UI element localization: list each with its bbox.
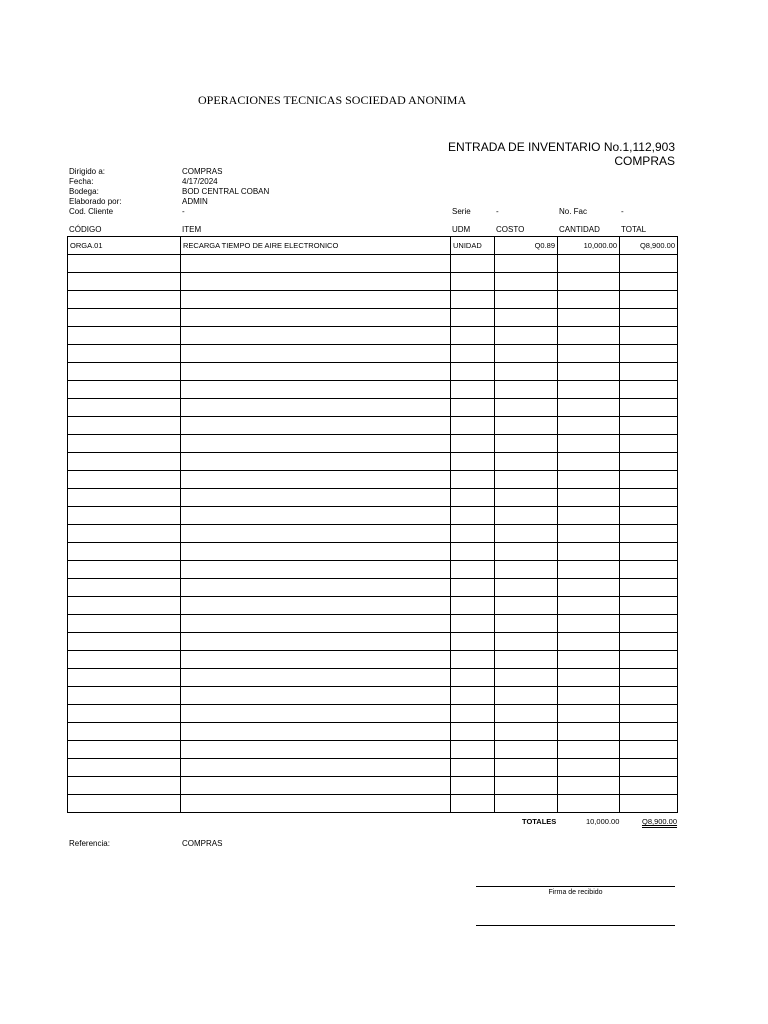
cell-item: [181, 777, 451, 795]
table-row: [68, 579, 678, 597]
cell-udm: [451, 723, 495, 741]
cell-costo: [495, 741, 558, 759]
meta-value-dirigido: COMPRAS: [182, 167, 223, 176]
cell-costo: [495, 777, 558, 795]
cell-codigo: [68, 435, 181, 453]
cell-item: [181, 561, 451, 579]
cell-item: [181, 741, 451, 759]
cell-cantidad: [558, 633, 620, 651]
cell-udm: [451, 417, 495, 435]
cell-item: [181, 471, 451, 489]
cell-costo: [495, 795, 558, 813]
cell-codigo: [68, 525, 181, 543]
cell-udm: [451, 633, 495, 651]
table-row: [68, 507, 678, 525]
cell-costo: [495, 651, 558, 669]
cell-costo: [495, 309, 558, 327]
meta-value-cod-cliente: -: [182, 207, 185, 216]
cell-cantidad: [558, 399, 620, 417]
cell-cantidad: [558, 273, 620, 291]
cell-codigo: [68, 651, 181, 669]
cell-udm: [451, 651, 495, 669]
table-row: [68, 327, 678, 345]
cell-total: [620, 399, 678, 417]
cell-codigo: [68, 669, 181, 687]
cell-cantidad: [558, 777, 620, 795]
cell-item: [181, 381, 451, 399]
cell-item: [181, 291, 451, 309]
document-title-block: [448, 140, 675, 168]
cell-udm: [451, 327, 495, 345]
cell-item: [181, 399, 451, 417]
cell-cantidad: [558, 687, 620, 705]
table-row: [68, 471, 678, 489]
cell-udm: [451, 705, 495, 723]
col-header-codigo: CÓDIGO: [69, 225, 102, 234]
no-fac-value: -: [621, 207, 624, 216]
cell-cantidad: [558, 507, 620, 525]
table-row: [68, 561, 678, 579]
cell-cantidad: [558, 759, 620, 777]
cell-costo: Q0.89: [495, 237, 558, 255]
table-row: [68, 615, 678, 633]
document-subtitle: COMPRAS: [614, 154, 675, 168]
meta-label-elaborado: Elaborado por:: [69, 197, 122, 206]
cell-item: [181, 687, 451, 705]
cell-cantidad: [558, 417, 620, 435]
cell-total: [620, 345, 678, 363]
cell-udm: UNIDAD: [451, 237, 495, 255]
cell-udm: [451, 561, 495, 579]
cell-codigo: [68, 399, 181, 417]
cell-total: [620, 615, 678, 633]
cell-total: [620, 795, 678, 813]
cell-udm: [451, 273, 495, 291]
cell-codigo: [68, 579, 181, 597]
cell-udm: [451, 597, 495, 615]
cell-costo: [495, 255, 558, 273]
cell-codigo: [68, 633, 181, 651]
cell-cantidad: [558, 453, 620, 471]
cell-cantidad: [558, 723, 620, 741]
cell-item: [181, 273, 451, 291]
cell-total: [620, 597, 678, 615]
cell-cantidad: [558, 381, 620, 399]
cell-udm: [451, 525, 495, 543]
table-row: [68, 237, 678, 255]
cell-total: [620, 543, 678, 561]
cell-total: [620, 291, 678, 309]
table-row: [68, 309, 678, 327]
cell-codigo: [68, 741, 181, 759]
cell-total: [620, 759, 678, 777]
meta-value-bodega: BOD CENTRAL COBAN: [182, 187, 270, 196]
cell-total: [620, 561, 678, 579]
cell-costo: [495, 759, 558, 777]
cell-costo: [495, 579, 558, 597]
cell-udm: [451, 291, 495, 309]
table-row: [68, 381, 678, 399]
meta-label-bodega: Bodega:: [69, 187, 99, 196]
cell-codigo: [68, 543, 181, 561]
cell-costo: [495, 723, 558, 741]
referencia-label: Referencia:: [69, 839, 110, 848]
cell-codigo: [68, 363, 181, 381]
table-row: [68, 669, 678, 687]
cell-codigo: [68, 705, 181, 723]
cell-codigo: [68, 327, 181, 345]
totals-total: Q8,900.00: [642, 817, 678, 826]
table-row: [68, 453, 678, 471]
cell-codigo: [68, 453, 181, 471]
cell-codigo: [68, 417, 181, 435]
cell-item: RECARGA TIEMPO DE AIRE ELECTRONICO: [181, 237, 451, 255]
cell-codigo: [68, 291, 181, 309]
cell-total: [620, 453, 678, 471]
cell-costo: [495, 615, 558, 633]
cell-udm: [451, 543, 495, 561]
cell-total: [620, 687, 678, 705]
cell-item: [181, 435, 451, 453]
cell-costo: [495, 507, 558, 525]
cell-total: [620, 327, 678, 345]
cell-total: [620, 489, 678, 507]
meta-label-dirigido: Dirigido a:: [69, 167, 106, 176]
cell-costo: [495, 273, 558, 291]
cell-item: [181, 255, 451, 273]
cell-codigo: [68, 597, 181, 615]
meta-label-fecha: Fecha:: [69, 177, 94, 186]
cell-costo: [495, 327, 558, 345]
cell-item: [181, 795, 451, 813]
cell-costo: [495, 345, 558, 363]
table-row: [68, 633, 678, 651]
cell-udm: [451, 669, 495, 687]
inventory-table: [67, 236, 678, 813]
signature-line: [476, 886, 675, 887]
cell-item: [181, 453, 451, 471]
cell-codigo: [68, 309, 181, 327]
totals-label: TOTALES: [522, 817, 557, 826]
cell-udm: [451, 435, 495, 453]
table-row: [68, 525, 678, 543]
cell-costo: [495, 687, 558, 705]
table-row: [68, 777, 678, 795]
cell-total: [620, 669, 678, 687]
cell-item: [181, 543, 451, 561]
table-row: [68, 291, 678, 309]
cell-item: [181, 327, 451, 345]
cell-udm: [451, 615, 495, 633]
cell-item: [181, 489, 451, 507]
cell-costo: [495, 471, 558, 489]
company-name: OPERACIONES TECNICAS SOCIEDAD ANONIMA: [198, 93, 467, 107]
cell-item: [181, 651, 451, 669]
cell-cantidad: [558, 579, 620, 597]
cell-udm: [451, 363, 495, 381]
cell-udm: [451, 507, 495, 525]
cell-cantidad: [558, 615, 620, 633]
table-row: [68, 489, 678, 507]
cell-costo: [495, 705, 558, 723]
cell-codigo: ORGA.01: [68, 237, 181, 255]
cell-cantidad: [558, 255, 620, 273]
table-row: [68, 597, 678, 615]
cell-total: [620, 507, 678, 525]
cell-costo: [495, 669, 558, 687]
table-row: [68, 399, 678, 417]
cell-cantidad: [558, 525, 620, 543]
cell-cantidad: [558, 795, 620, 813]
cell-total: [620, 705, 678, 723]
cell-total: [620, 417, 678, 435]
col-header-item: ITEM: [182, 225, 202, 234]
cell-costo: [495, 543, 558, 561]
table-row: [68, 435, 678, 453]
table-row: [68, 687, 678, 705]
cell-codigo: [68, 795, 181, 813]
cell-udm: [451, 255, 495, 273]
cell-costo: [495, 435, 558, 453]
cell-costo: [495, 525, 558, 543]
cell-udm: [451, 795, 495, 813]
cell-udm: [451, 579, 495, 597]
cell-item: [181, 579, 451, 597]
cell-udm: [451, 381, 495, 399]
meta-value-fecha: 4/17/2024: [182, 177, 218, 186]
document-title: ENTRADA DE INVENTARIO No.1,112,903: [448, 140, 675, 154]
col-header-udm: UDM: [452, 225, 471, 234]
cell-costo: [495, 417, 558, 435]
cell-item: [181, 417, 451, 435]
col-header-costo: COSTO: [496, 225, 525, 234]
table-row: [68, 723, 678, 741]
cell-costo: [495, 381, 558, 399]
cell-costo: [495, 597, 558, 615]
table-row: [68, 273, 678, 291]
cell-cantidad: [558, 705, 620, 723]
cell-costo: [495, 363, 558, 381]
table-row: [68, 705, 678, 723]
cell-codigo: [68, 615, 181, 633]
cell-item: [181, 759, 451, 777]
cell-total: Q8,900.00: [620, 237, 678, 255]
totals-cantidad: 10,000.00: [586, 817, 620, 826]
cell-total: [620, 363, 678, 381]
no-fac-label: No. Fac: [559, 207, 588, 216]
cell-codigo: [68, 273, 181, 291]
referencia-value: COMPRAS: [182, 839, 223, 848]
cell-total: [620, 435, 678, 453]
cell-item: [181, 309, 451, 327]
cell-cantidad: [558, 435, 620, 453]
serie-value: -: [496, 207, 499, 216]
cell-cantidad: [558, 309, 620, 327]
signature-line-2: [476, 925, 675, 926]
cell-total: [620, 777, 678, 795]
cell-item: [181, 597, 451, 615]
cell-total: [620, 255, 678, 273]
cell-total: [620, 723, 678, 741]
table-row: [68, 741, 678, 759]
cell-codigo: [68, 723, 181, 741]
cell-total: [620, 741, 678, 759]
cell-codigo: [68, 489, 181, 507]
table-row: [68, 255, 678, 273]
cell-udm: [451, 759, 495, 777]
table-row: [68, 759, 678, 777]
cell-total: [620, 381, 678, 399]
cell-total: [620, 633, 678, 651]
serie-label: Serie: [452, 207, 471, 216]
table-row: [68, 363, 678, 381]
cell-codigo: [68, 507, 181, 525]
cell-cantidad: [558, 543, 620, 561]
cell-cantidad: [558, 345, 620, 363]
cell-udm: [451, 741, 495, 759]
cell-udm: [451, 345, 495, 363]
cell-cantidad: [558, 741, 620, 759]
cell-udm: [451, 489, 495, 507]
cell-item: [181, 363, 451, 381]
cell-udm: [451, 309, 495, 327]
cell-codigo: [68, 777, 181, 795]
cell-cantidad: [558, 291, 620, 309]
cell-udm: [451, 471, 495, 489]
table-row: [68, 543, 678, 561]
cell-codigo: [68, 687, 181, 705]
cell-costo: [495, 489, 558, 507]
cell-item: [181, 507, 451, 525]
cell-total: [620, 579, 678, 597]
cell-total: [620, 525, 678, 543]
table-row: [68, 795, 678, 813]
cell-item: [181, 345, 451, 363]
table-row: [68, 345, 678, 363]
cell-cantidad: [558, 669, 620, 687]
cell-codigo: [68, 471, 181, 489]
cell-cantidad: 10,000.00: [558, 237, 620, 255]
cell-costo: [495, 399, 558, 417]
cell-codigo: [68, 381, 181, 399]
col-header-cantidad: CANTIDAD: [559, 225, 600, 234]
meta-value-elaborado: ADMIN: [182, 197, 208, 206]
cell-codigo: [68, 759, 181, 777]
cell-codigo: [68, 561, 181, 579]
table-row: [68, 651, 678, 669]
cell-udm: [451, 777, 495, 795]
cell-total: [620, 273, 678, 291]
cell-costo: [495, 453, 558, 471]
col-header-total: TOTAL: [621, 225, 647, 234]
cell-udm: [451, 399, 495, 417]
meta-label-cod-cliente: Cod. Cliente: [69, 207, 114, 216]
cell-udm: [451, 453, 495, 471]
cell-cantidad: [558, 561, 620, 579]
cell-item: [181, 525, 451, 543]
cell-codigo: [68, 255, 181, 273]
cell-item: [181, 633, 451, 651]
cell-costo: [495, 561, 558, 579]
cell-item: [181, 705, 451, 723]
cell-cantidad: [558, 651, 620, 669]
cell-cantidad: [558, 327, 620, 345]
cell-cantidad: [558, 489, 620, 507]
cell-item: [181, 723, 451, 741]
cell-costo: [495, 633, 558, 651]
cell-item: [181, 615, 451, 633]
table-row: [68, 417, 678, 435]
cell-item: [181, 669, 451, 687]
cell-codigo: [68, 345, 181, 363]
cell-costo: [495, 291, 558, 309]
cell-cantidad: [558, 363, 620, 381]
signature-label: Firma de recibido: [548, 889, 603, 896]
cell-total: [620, 651, 678, 669]
cell-total: [620, 471, 678, 489]
cell-total: [620, 309, 678, 327]
cell-cantidad: [558, 471, 620, 489]
cell-cantidad: [558, 597, 620, 615]
cell-udm: [451, 687, 495, 705]
